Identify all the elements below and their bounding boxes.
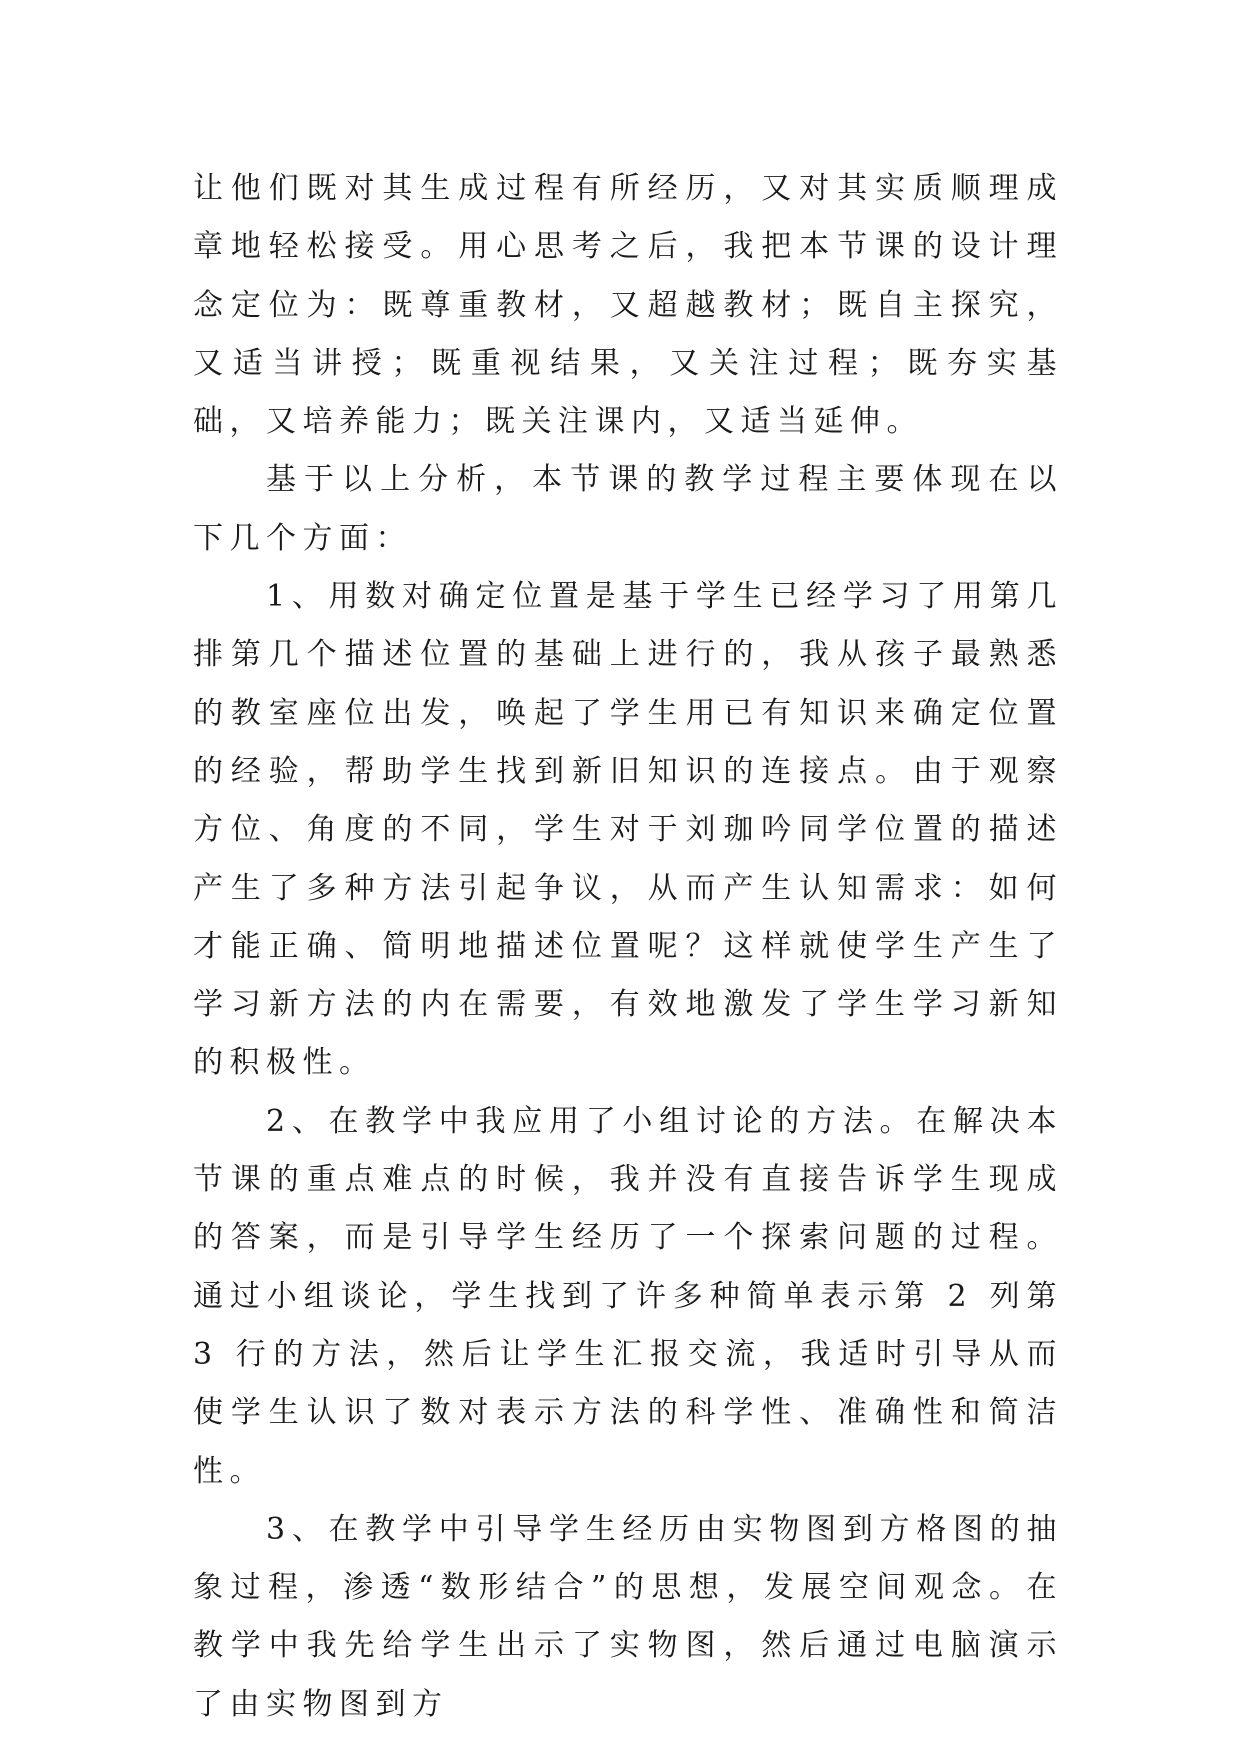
- paragraph-5: 3、在教学中引导学生经历由实物图到方格图的抽象过程，渗透“数形结合”的思想，发展空间观念。在教学中我先给学生出示了实物图，然后通过电脑演示了由实物图到方: [193, 1511, 1063, 1722]
- paragraph-2: 基于以上分析，本节课的教学过程主要体现在以下几个方面：: [193, 462, 1063, 556]
- paragraph-1: 让他们既对其生成过程有所经历，又对其实质顺理成章地轻松接受。用心思考之后，我把本节课的设计理念定位为：既尊重教材，又超越教材；既自主探究，又适当讲授；既重视结果，又关注过程；既夯实基础，又培养能力；既关注课内，又适当延伸。: [193, 171, 1063, 440]
- paragraph-4: 2、在教学中我应用了小组讨论的方法。在解决本节课的重点难点的时候，我并没有直接告诉学生现成的答案，而是引导学生经历了一个探索问题的过程。通过小组谈论，学生找到了许多种简单表示第 2 列第 3 行的方法，然后让学生汇报交流，我适时引导从而使学生认识了数对表示方法的科学性、准确性和简洁性。: [193, 1103, 1063, 1489]
- document-body: [193, 160, 1063, 1734]
- paragraph-3: 1、用数对确定位置是基于学生已经学习了用第几排第几个描述位置的基础上进行的，我从孩子最熟悉的教室座位出发，唤起了学生用已有知识来确定位置的经验，帮助学生找到新旧知识的连接点。由于观察方位、角度的不同，学生对于刘珈吟同学位置的描述产生了多种方法引起争议，从而产生认知需求：如何才能正确、简明地描述位置呢？这样就使学生产生了学习新方法的内在需要，有效地激发了学生学习新知的积极性。: [193, 579, 1063, 1081]
